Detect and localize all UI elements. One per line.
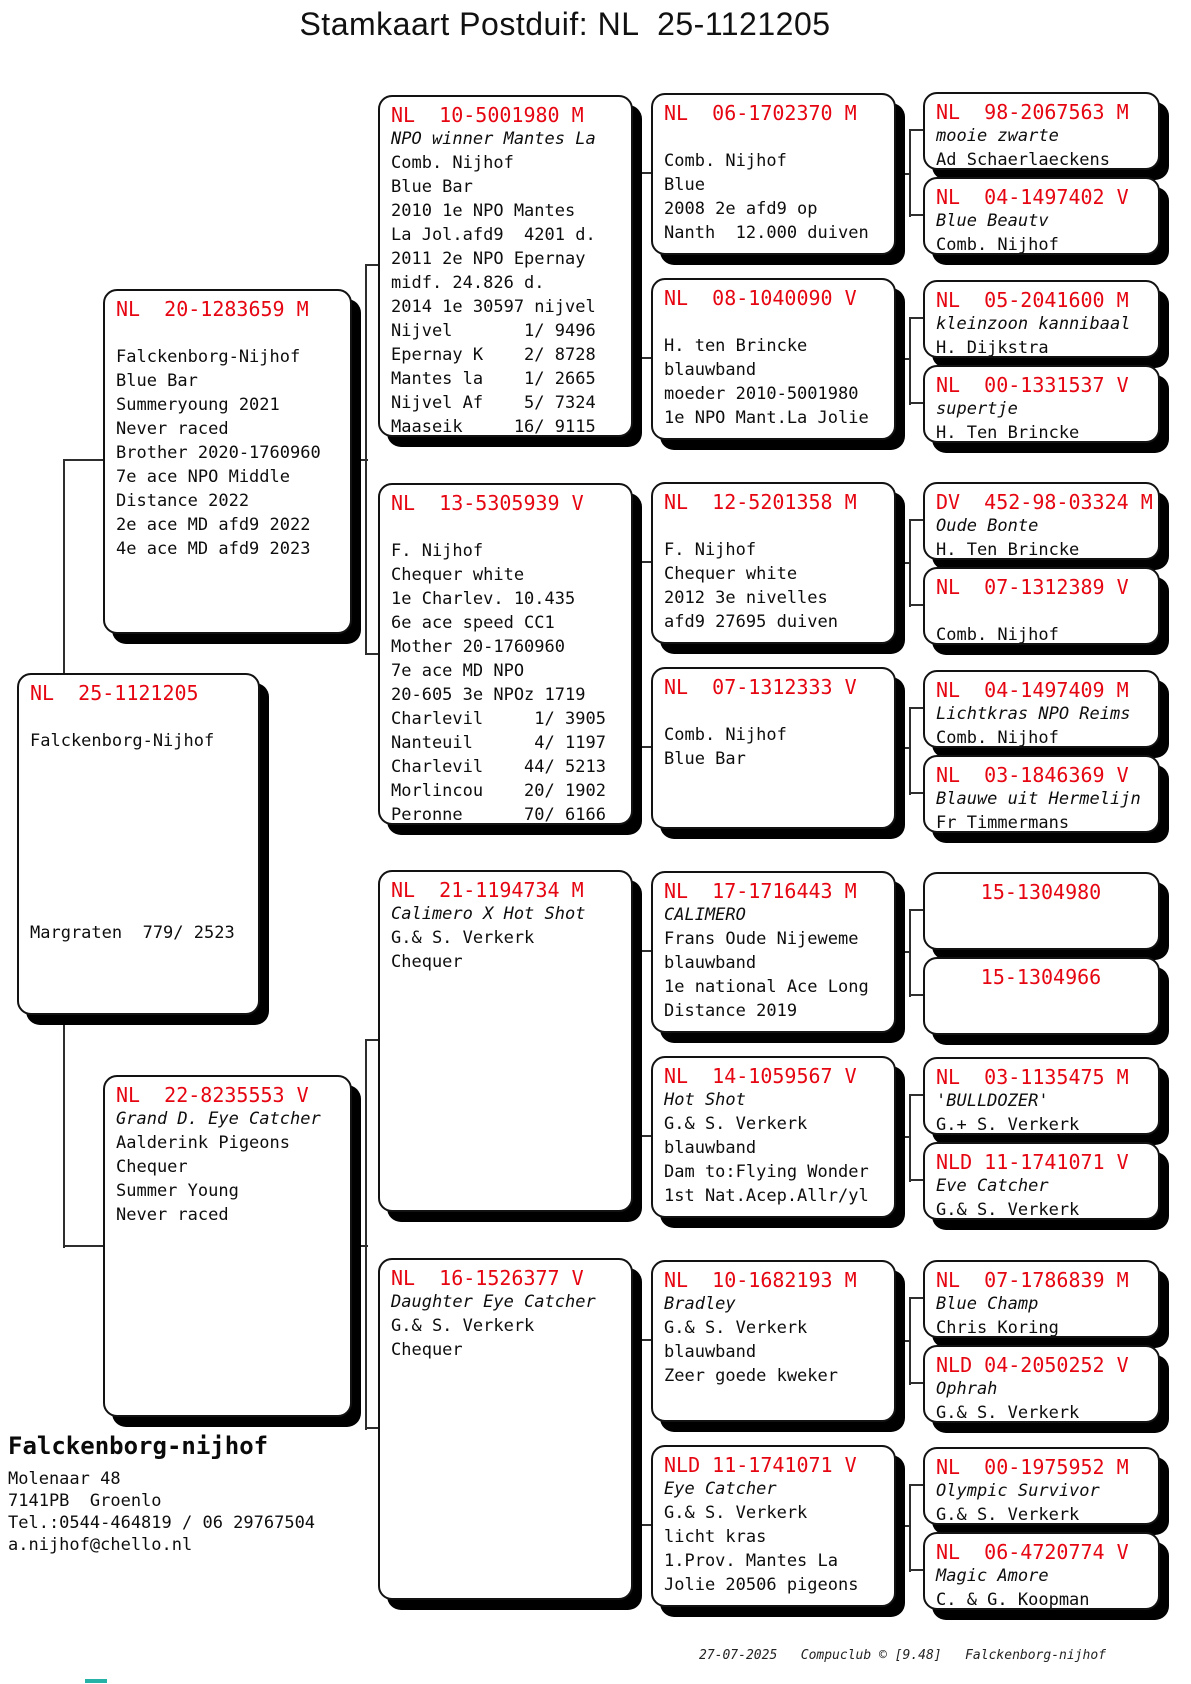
box-text-line: 7e ace MD NPO xyxy=(391,661,525,681)
box-text-line: Blue Bar xyxy=(391,177,473,197)
box-text-line: Chequer xyxy=(391,1340,463,1360)
box-text-line: Grand D. Eye Catcher xyxy=(116,1109,321,1129)
box-text-line: Hot Shot xyxy=(664,1090,746,1110)
pedigree-connector-vertical xyxy=(909,708,911,795)
box-text-line: Comb. Nijhof xyxy=(664,725,787,745)
gg-grandparent-box-14 xyxy=(923,1345,1160,1423)
box-text-line: F. Nijhof xyxy=(664,540,757,560)
box-text-line xyxy=(30,753,254,777)
box-text-line xyxy=(30,705,254,729)
box-text-line: C. & G. Koopman xyxy=(936,1590,1090,1610)
box-text-line: Comb. Nijhof xyxy=(936,235,1059,255)
great-grandparent-box-2 xyxy=(651,278,896,440)
box-text-line: F. Nijhof xyxy=(391,541,484,561)
ring-number: NL 03-1846369 V xyxy=(936,763,1129,787)
pedigree-connector-horizontal xyxy=(63,1245,105,1247)
ring-number: NL 04-1497409 M xyxy=(936,678,1129,702)
box-text-line: 6e ace speed CC1 xyxy=(391,613,555,633)
box-text-line: Distance 2022 xyxy=(116,491,250,511)
pedigree-connector-vertical xyxy=(365,265,367,655)
gg-grandparent-box-15 xyxy=(923,1447,1160,1525)
box-text-line: H. ten Brincke xyxy=(664,336,808,356)
box-text-line: Mother 20-1760960 xyxy=(391,637,565,657)
father-box xyxy=(103,289,352,634)
box-text-line: 4e ace MD afd9 2023 xyxy=(116,539,311,559)
box-text-line: G.& S. Verkerk xyxy=(936,1200,1080,1220)
great-grandparent-box-4 xyxy=(651,667,896,829)
box-text-line: supertje xyxy=(936,399,1018,419)
mother-box xyxy=(103,1075,352,1417)
pedigree-connector-horizontal xyxy=(63,459,105,461)
box-text-line: Charlevil 1/ 3905 xyxy=(391,709,606,729)
pedigree-connector-vertical xyxy=(909,318,911,405)
box-text-line: Comb. Nijhof xyxy=(936,625,1059,645)
ring-number: NL 03-1135475 M xyxy=(936,1065,1129,1089)
box-text-line: blauwband xyxy=(664,953,757,973)
box-text-line: Ophrah xyxy=(936,1379,998,1399)
box-text-line xyxy=(30,849,254,873)
box-text-line xyxy=(30,777,254,801)
box-text-line: Brother 2020-1760960 xyxy=(116,443,321,463)
box-text-line xyxy=(116,321,346,345)
box-text-line: Lichtkras NPO Reims xyxy=(936,704,1131,724)
box-text-line: 2e ace MD afd9 2022 xyxy=(116,515,311,535)
box-text-line: Chequer white xyxy=(664,564,798,584)
ring-number: NL 00-1975952 M xyxy=(936,1455,1129,1479)
gg-grandparent-box-10 xyxy=(923,957,1160,1035)
ring-number: NL 06-4720774 V xyxy=(936,1540,1129,1564)
box-text-line: Morlincou 20/ 1902 xyxy=(391,781,606,801)
box-text-line: blauwband xyxy=(664,360,757,380)
box-text-line: Daughter Eye Catcher xyxy=(391,1292,596,1312)
pedigree-connector-vertical xyxy=(909,130,911,217)
box-text-line: 1e Charlev. 10.435 xyxy=(391,589,576,609)
ring-number: NL 22-8235553 V xyxy=(116,1083,309,1107)
box-text-line: Summeryoung 2021 xyxy=(116,395,280,415)
great-grandparent-box-7 xyxy=(651,1260,896,1422)
box-text-line: 'BULLDOZER' xyxy=(936,1091,1049,1111)
box-text-line: 1st Nat.Acep.Allr/yl xyxy=(664,1186,869,1206)
ring-number: NL 05-2041600 M xyxy=(936,288,1129,312)
box-text-line: afd9 27695 duiven xyxy=(664,612,838,632)
box-text-line: NPO winner Mantes La xyxy=(391,129,596,149)
box-text-line: 7e ace NPO Middle xyxy=(116,467,290,487)
page-title: Stamkaart Postduif: NL 25-1121205 xyxy=(299,6,831,42)
box-text-line: Chequer xyxy=(391,952,463,972)
pedigree-connector-vertical xyxy=(909,1095,911,1182)
ring-number: DV 452-98-03324 M xyxy=(936,490,1153,514)
grandmother-maternal-box xyxy=(378,1258,633,1600)
box-text-line xyxy=(664,514,890,538)
box-text-line: mooie zwarte xyxy=(936,126,1059,146)
box-text-line: 2011 2e NPO Epernay xyxy=(391,249,586,269)
box-text-line: Summer Young xyxy=(116,1181,239,1201)
ring-number: NL 14-1059567 V xyxy=(664,1064,857,1088)
box-text-line: Nijvel 1/ 9496 xyxy=(391,321,596,341)
box-text-line: Mantes la 1/ 2665 xyxy=(391,369,596,389)
box-text-line: Blue Champ xyxy=(936,1294,1039,1314)
ring-number: NL 00-1331537 V xyxy=(936,373,1129,397)
box-text-line xyxy=(30,897,254,921)
box-text-line: Oude Bonte xyxy=(936,516,1039,536)
box-text-line: Peronne 70/ 6166 xyxy=(391,805,606,825)
box-text-line: Chequer xyxy=(116,1157,188,1177)
box-text-line: moeder 2010-5001980 xyxy=(664,384,859,404)
box-text-line: Frans Oude Nijeweme xyxy=(664,929,859,949)
ring-number: 15-1304980 xyxy=(980,880,1102,904)
pedigree-connector-vertical xyxy=(638,1340,640,1527)
ring-number: NL 06-1702370 M xyxy=(664,101,857,125)
box-text-line: Aalderink Pigeons xyxy=(116,1133,290,1153)
box-text-line: Jolie 20506 pigeons xyxy=(664,1575,859,1595)
ring-number: NL 25-1121205 xyxy=(30,681,199,705)
breeder-phone: Tel.:0544-464819 / 06 29767504 xyxy=(8,1513,316,1533)
gg-grandparent-box-4 xyxy=(923,365,1160,443)
box-text-line: G.& S. Verkerk xyxy=(391,1316,535,1336)
box-text-line xyxy=(664,310,890,334)
gg-grandparent-box-3 xyxy=(923,280,1160,358)
ring-number: NL 08-1040090 V xyxy=(664,286,857,310)
box-text-line: Blauwe uit Hermelijn xyxy=(936,789,1141,809)
ring-number: NL 12-5201358 M xyxy=(664,490,857,514)
box-text-line: 2008 2e afd9 op xyxy=(664,199,818,219)
breeder-address-line1: Molenaar 48 xyxy=(8,1469,121,1489)
box-text-line: G.& S. Verkerk xyxy=(664,1114,808,1134)
box-text-line: Calimero X Hot Shot xyxy=(391,904,586,924)
box-text-line: blauwband xyxy=(664,1138,757,1158)
box-text-line: Charlevil 44/ 5213 xyxy=(391,757,606,777)
box-text-line: G.& S. Verkerk xyxy=(664,1503,808,1523)
pedigree-connector-vertical xyxy=(909,1298,911,1385)
box-text-line xyxy=(391,515,627,539)
ring-number: NL 07-1312389 V xyxy=(936,575,1129,599)
ring-number: NL 16-1526377 V xyxy=(391,1266,584,1290)
box-text-line xyxy=(30,801,254,825)
gg-grandparent-box-9 xyxy=(923,872,1160,950)
ring-number: NL 20-1283659 M xyxy=(116,297,309,321)
gg-grandparent-box-2 xyxy=(923,177,1160,255)
box-text-line: Nanteuil 4/ 1197 xyxy=(391,733,606,753)
box-text-line: Never raced xyxy=(116,419,229,439)
ring-number: NL 98-2067563 M xyxy=(936,100,1129,124)
box-text-line: Distance 2019 xyxy=(664,1001,798,1021)
box-text-line: Blue Beautv xyxy=(936,211,1049,231)
box-text-line: Comb. Nijhof xyxy=(664,151,787,171)
box-text-line: 2010 1e NPO Mantes xyxy=(391,201,576,221)
pedigree-connector-vertical xyxy=(638,562,640,749)
box-text-line: Ad Schaerlaeckens xyxy=(936,150,1110,170)
box-text-line: Magic Amore xyxy=(936,1566,1049,1586)
gg-grandparent-box-16 xyxy=(923,1532,1160,1610)
box-text-line: Comb. Nijhof xyxy=(936,728,1059,748)
box-text-line: Blue Bar xyxy=(664,749,746,769)
ring-number: NL 13-5305939 V xyxy=(391,491,584,515)
box-text-line: H. Ten Brincke xyxy=(936,540,1080,560)
box-text-line: Blue xyxy=(664,175,705,195)
pedigree-connector-vertical xyxy=(909,910,911,997)
box-text-line: G.+ S. Verkerk xyxy=(936,1115,1080,1135)
box-text-line: Eve Catcher xyxy=(936,1176,1049,1196)
box-text-line: Olympic Survivor xyxy=(936,1481,1100,1501)
grandmother-paternal-box xyxy=(378,483,633,825)
scan-artifact-mark xyxy=(85,1679,107,1683)
box-text-line: Nanth 12.000 duiven xyxy=(664,223,869,243)
box-text-line: Margraten 779/ 2523 xyxy=(30,923,235,943)
gg-grandparent-box-11 xyxy=(923,1057,1160,1135)
box-text-line: Eye Catcher xyxy=(664,1479,777,1499)
pedigree-connector-vertical xyxy=(638,951,640,1138)
box-text-line: 2012 3e nivelles xyxy=(664,588,828,608)
box-text-line: Falckenborg-Nijhof xyxy=(30,731,215,751)
box-text-line: Epernay K 2/ 8728 xyxy=(391,345,596,365)
box-text-line: blauwband xyxy=(664,1342,757,1362)
ring-number: NL 17-1716443 M xyxy=(664,879,857,903)
box-text-line xyxy=(936,599,1154,623)
box-text-line: Blue Bar xyxy=(116,371,198,391)
box-text-line: H. Dijkstra xyxy=(936,338,1049,358)
gg-grandparent-box-1 xyxy=(923,92,1160,170)
box-text-line: H. Ten Brincke xyxy=(936,423,1080,443)
subject-box xyxy=(17,673,260,1015)
box-text-line: Zeer goede kweker xyxy=(664,1366,838,1386)
box-text-line: Chequer white xyxy=(391,565,525,585)
ring-number: NL 07-1312333 V xyxy=(664,675,857,699)
breeder-name: Falckenborg-nijhof xyxy=(8,1432,269,1460)
box-text-line: Never raced xyxy=(116,1205,229,1225)
box-text-line: 1e national Ace Long xyxy=(664,977,869,997)
ring-number: NL 07-1786839 M xyxy=(936,1268,1129,1292)
gg-grandparent-box-6 xyxy=(923,567,1160,645)
box-text-line xyxy=(664,125,890,149)
pedigree-connector-vertical xyxy=(909,520,911,607)
box-text-line: licht kras xyxy=(664,1527,767,1547)
box-text-line: G.& S. Verkerk xyxy=(391,928,535,948)
gg-grandparent-box-13 xyxy=(923,1260,1160,1338)
box-text-line: Comb. Nijhof xyxy=(391,153,514,173)
footer-print-note: 27-07-2025 Compuclub © [9.48] Falckenborg-nijhof xyxy=(699,1648,1106,1663)
box-text-line xyxy=(664,699,890,723)
gg-grandparent-box-12 xyxy=(923,1142,1160,1220)
box-text-line: 2014 1e 30597 nijvel xyxy=(391,297,596,317)
box-text-line xyxy=(30,873,254,897)
box-text-line: Dam to:Flying Wonder xyxy=(664,1162,869,1182)
grandfather-maternal-box xyxy=(378,870,633,1212)
ring-number: 15-1304966 xyxy=(980,965,1102,989)
box-text-line: G.& S. Verkerk xyxy=(936,1505,1080,1525)
gg-grandparent-box-7 xyxy=(923,670,1160,748)
ring-number: NL 04-1497402 V xyxy=(936,185,1129,209)
box-text-line: 20-605 3e NPOz 1719 xyxy=(391,685,586,705)
box-text-line: G.& S. Verkerk xyxy=(936,1403,1080,1423)
great-grandparent-box-3 xyxy=(651,482,896,644)
box-text-line xyxy=(30,825,254,849)
ring-number: NLD 11-1741071 V xyxy=(936,1150,1129,1174)
breeder-address-line2: 7141PB Groenlo xyxy=(8,1491,162,1511)
box-text-line: CALIMERO xyxy=(664,905,746,925)
box-text-line: Bradley xyxy=(664,1294,736,1314)
breeder-email: a.nijhof@chello.nl xyxy=(8,1535,193,1555)
box-text-line: 1e NPO Mant.La Jolie xyxy=(664,408,869,428)
box-text-line: 1.Prov. Mantes La xyxy=(664,1551,838,1571)
great-grandparent-box-8 xyxy=(651,1445,896,1607)
box-text-line: Nijvel Af 5/ 7324 xyxy=(391,393,596,413)
box-text-line: G.& S. Verkerk xyxy=(664,1318,808,1338)
grandfather-paternal-box xyxy=(378,95,633,437)
pedigree-connector-vertical xyxy=(909,1485,911,1572)
ring-number: NLD 11-1741071 V xyxy=(664,1453,857,1477)
ring-number: NL 10-5001980 M xyxy=(391,103,584,127)
gg-grandparent-box-5 xyxy=(923,482,1160,560)
box-text-line: La Jol.afd9 4201 d. xyxy=(391,225,596,245)
great-grandparent-box-6 xyxy=(651,1056,896,1218)
box-text-line: Falckenborg-Nijhof xyxy=(116,347,301,367)
pedigree-connector-vertical xyxy=(365,1040,367,1430)
pedigree-connector-vertical xyxy=(638,173,640,360)
gg-grandparent-box-8 xyxy=(923,755,1160,833)
great-grandparent-box-5 xyxy=(651,871,896,1033)
box-text-line: kleinzoon kannibaal xyxy=(936,314,1131,334)
ring-number: NLD 04-2050252 V xyxy=(936,1353,1129,1377)
box-text-line: Fr Timmermans xyxy=(936,813,1070,833)
ring-number: NL 10-1682193 M xyxy=(664,1268,857,1292)
box-text-line: midf. 24.826 d. xyxy=(391,273,545,293)
great-grandparent-box-1 xyxy=(651,93,896,255)
box-text-line: Chris Koring xyxy=(936,1318,1059,1338)
ring-number: NL 21-1194734 M xyxy=(391,878,584,902)
box-text-line: Maaseik 16/ 9115 xyxy=(391,417,596,437)
